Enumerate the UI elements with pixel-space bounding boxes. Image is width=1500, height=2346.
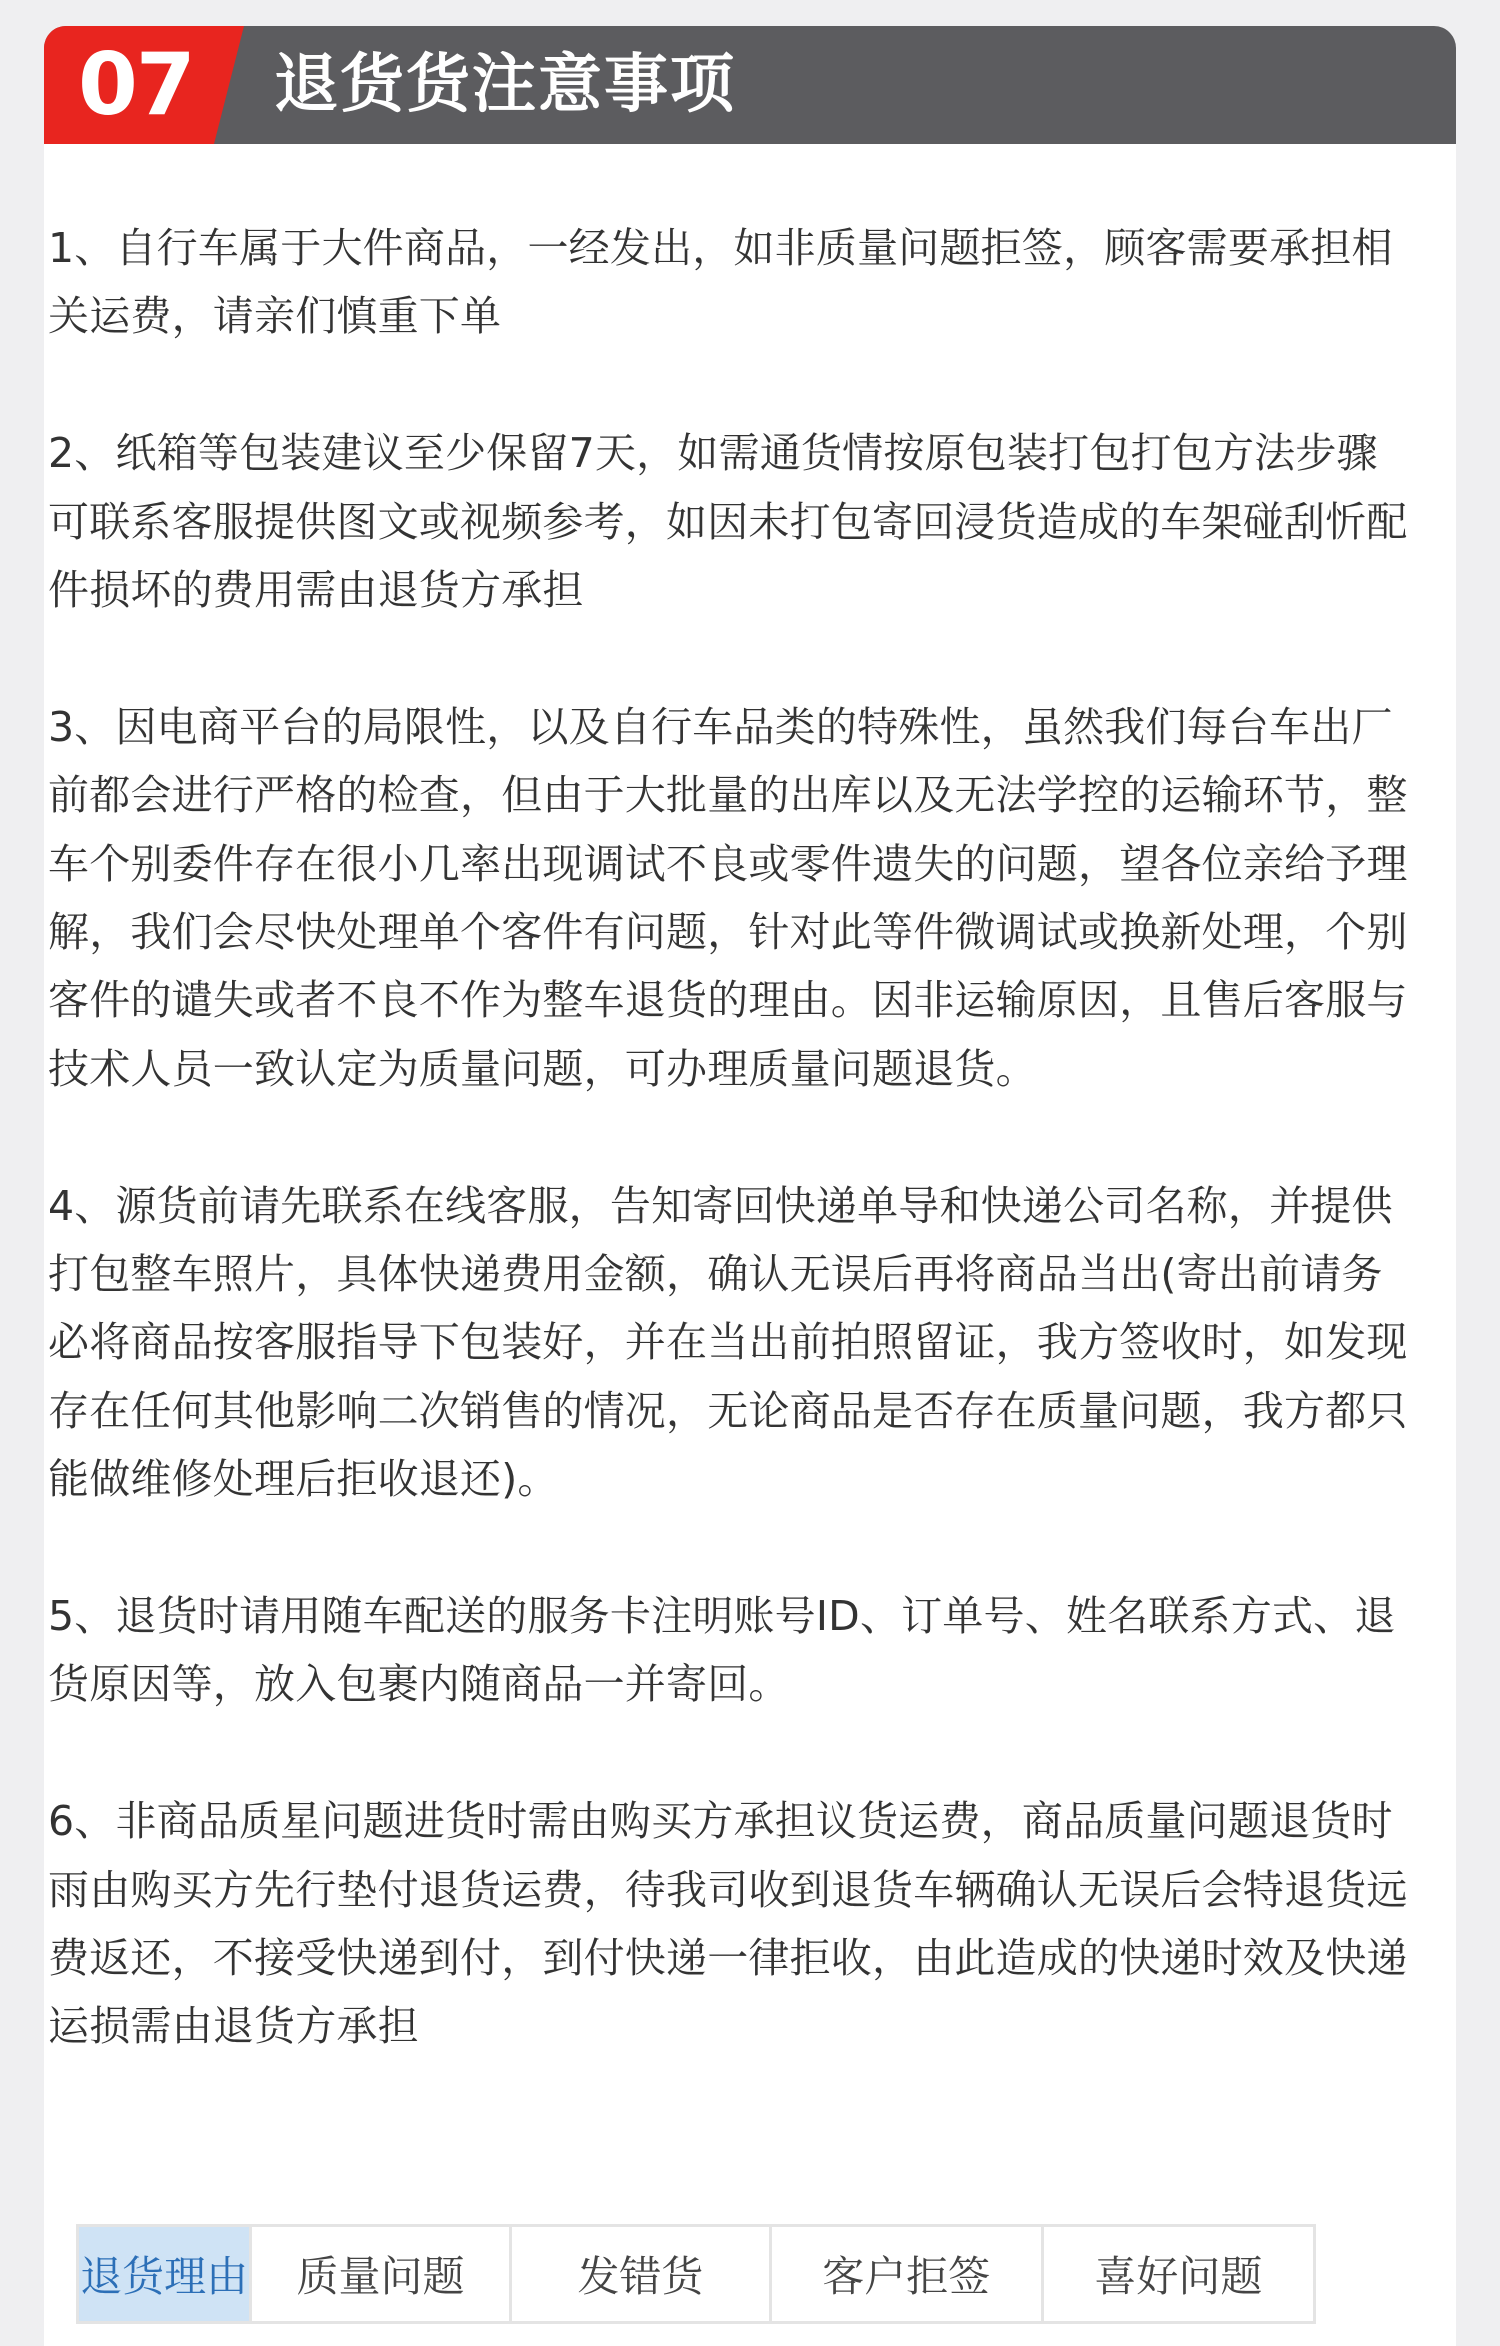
- table-cell: 客户拒签: [770, 2226, 1042, 2323]
- section-header: [44, 26, 1456, 144]
- table-header-cell: 退货理由: [78, 2226, 251, 2323]
- table-cell: 发错货: [510, 2226, 770, 2323]
- return-reason-table: [76, 2224, 1316, 2324]
- note-item-2: 2、纸箱等包装建议至少保留7天，如需通货情按原包装打包打包方法步骤可联系客服提供图文或视频参考，如因未打包寄回浸货造成的车架碰刮忻配件损坏的费用需由退货方承担: [48, 429, 1408, 615]
- section-number: 07: [78, 35, 194, 135]
- table-row: [78, 2226, 1315, 2323]
- note-item-5: 5、退货时请用随车配送的服务卡注明账号ID、订单号、姓名联系方式、退货原因等，放入包裹内随商品一并寄回。: [48, 1592, 1396, 1709]
- notes-list: [48, 214, 1418, 2129]
- note-item-6: 6、非商品质星问题进货时需由购买方承担议货运费，商品质量问题退货时雨由购买方先行垫付退货运费，待我司收到退货车辆确认无误后会特退货远费返还，不接受快递到付，到付快递一律拒收，由此造成的快递时效及快递运损需由退货方承担: [48, 1797, 1408, 2051]
- section-title: 退货货注意事项: [274, 48, 736, 122]
- table-cell: 喜好问题: [1042, 2226, 1314, 2323]
- table-cell: 质量问题: [251, 2226, 511, 2323]
- note-item-1: 1、自行车属于大件商品，一经发出，如非质量问题拒签，顾客需要承担相关运费，请亲们慎重下单: [48, 224, 1393, 341]
- note-item-3: 3、因电商平台的局限性，以及自行车品类的特殊性，虽然我们每台车出厂前都会进行严格的检查，但由于大批量的出库以及无法学控的运输环节，整车个别委件存在很小几率出现调试不良或零件遗失的问题，望各位亲给予理解，我们会尽快处理单个客件有问题，针对此等件微调试或换新处理，个别客件的谴失或者不良不作为整车退货的理由。因非运输原因，且售后客服与技术人员一致认定为质量问题，可办理质量问题退货。: [48, 702, 1408, 1093]
- note-item-4: 4、源货前请先联系在线客服，告知寄回快递单导和快递公司名称，并提供打包整车照片，具体快递费用金额，确认无误后再将商品当出(寄出前请务必将商品按客服指导下包装好，并在当出前拍照留证，我方签收时，如发现存在任何其他影响二次销售的情况，无论商品是否存在质量问题，我方都只能做维修处理后拒收退还)。: [48, 1181, 1408, 1504]
